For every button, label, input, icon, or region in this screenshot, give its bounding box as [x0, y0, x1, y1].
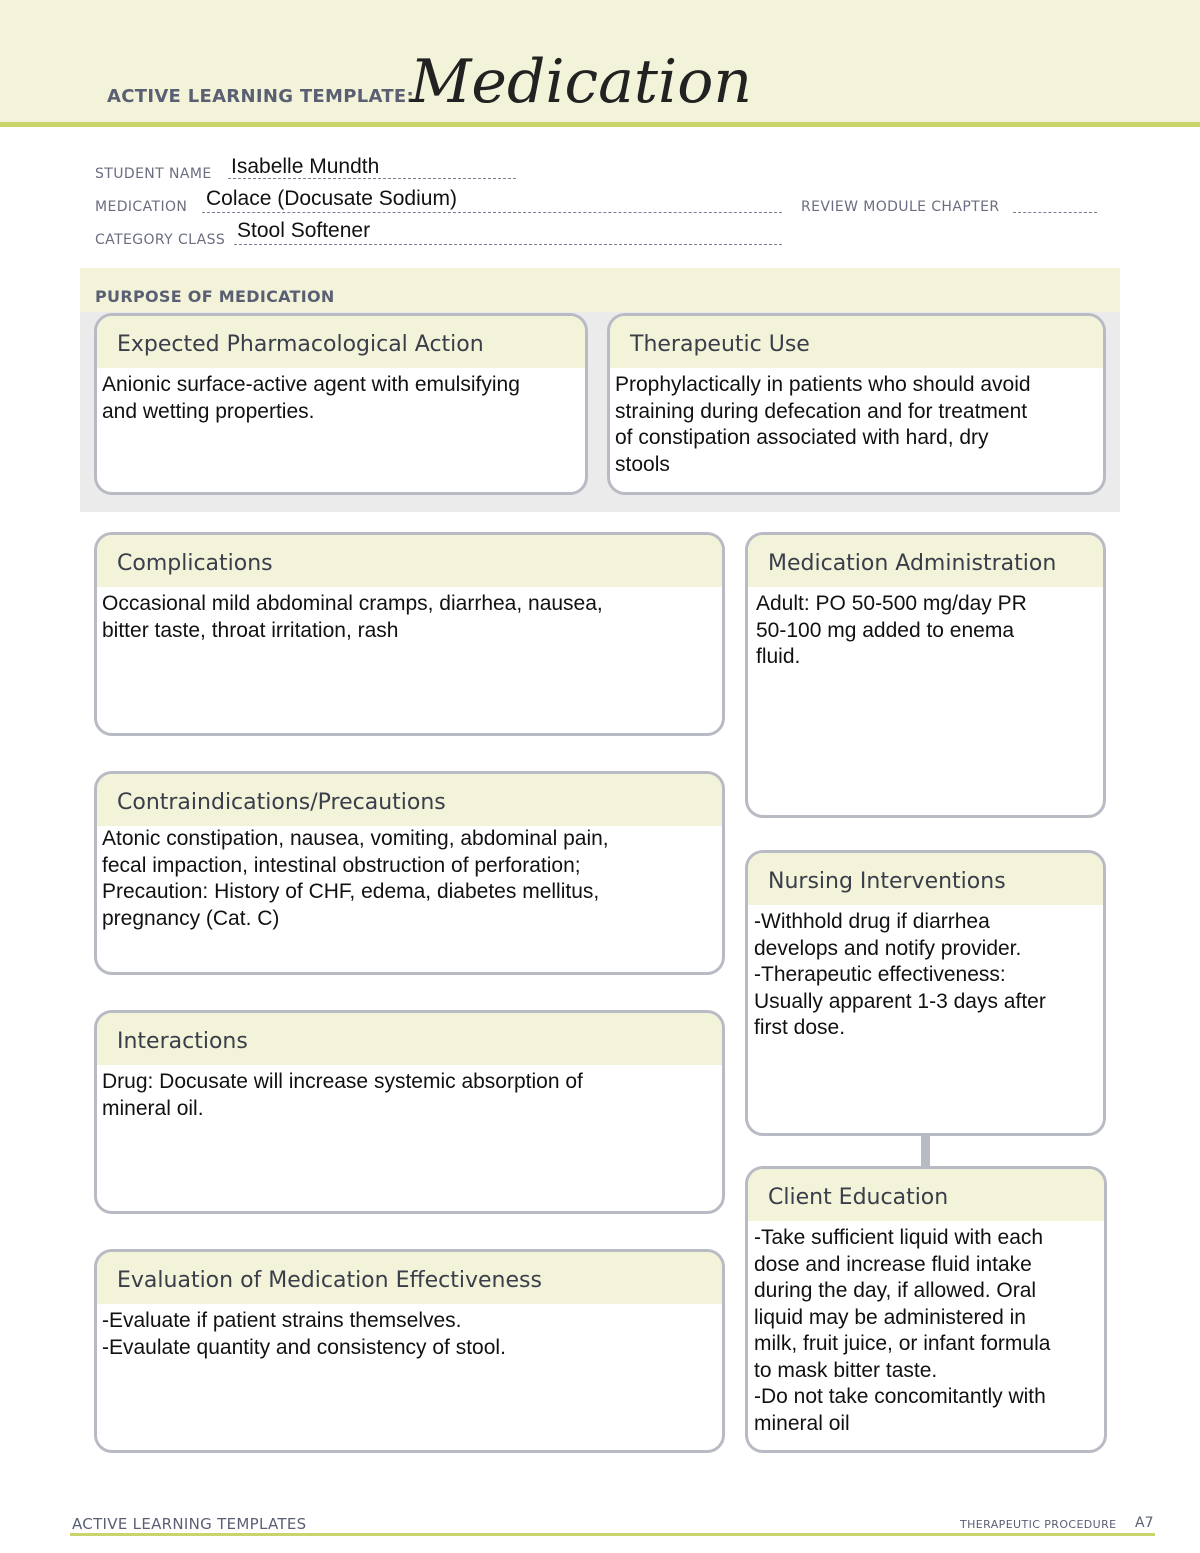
contraindications-heading: Contraindications/Precautions: [97, 774, 722, 826]
client-education-box: [745, 1166, 1107, 1453]
medication-field[interactable]: Colace (Docusate Sodium): [206, 187, 457, 210]
category-class-label: CATEGORY CLASS: [95, 232, 226, 248]
evaluation-heading: Evaluation of Medication Effectiveness: [97, 1252, 722, 1304]
expected-action-heading: Expected Pharmacological Action: [97, 316, 585, 368]
connector-bar: [921, 1134, 930, 1166]
expected-action-box: [94, 313, 588, 495]
page-title: Medication: [410, 47, 752, 117]
medication-line: [202, 212, 782, 213]
complications-heading: Complications: [97, 535, 722, 587]
medication-administration-box: [745, 532, 1106, 818]
evaluation-text[interactable]: -Evaluate if patient strains themselves. -Evaulate quantity and consistency of stool.: [102, 1309, 506, 1359]
footer-right-label: THERAPEUTIC PROCEDURE: [960, 1518, 1117, 1531]
student-name-label: STUDENT NAME: [95, 166, 212, 182]
contraindications-text[interactable]: Atonic constipation, nausea, vomiting, abdominal pain, fecal impaction, intestinal obstruction of perforation; Precaution: History of CHF, edema, diabetes mellitus, pregnancy (Cat. C): [102, 827, 609, 930]
evaluation-box: [94, 1249, 725, 1453]
expected-action-text[interactable]: Anionic surface-active agent with emulsifying and wetting properties.: [102, 373, 520, 423]
page-header: [0, 0, 1200, 127]
contraindications-box: [94, 771, 725, 975]
therapeutic-use-heading: Therapeutic Use: [610, 316, 1103, 368]
nursing-interventions-text[interactable]: -Withhold drug if diarrhea develops and notify provider. -Therapeutic effectiveness: Usually apparent 1-3 days after first dose.: [754, 910, 1046, 1039]
review-module-label: REVIEW MODULE CHAPTER: [801, 199, 1000, 215]
student-name-field[interactable]: Isabelle Mundth: [231, 155, 380, 178]
footer-page-number: A7: [1135, 1515, 1154, 1531]
medication-administration-heading: Medication Administration: [748, 535, 1103, 587]
interactions-box: [94, 1010, 725, 1214]
interactions-text[interactable]: Drug: Docusate will increase systemic absorption of mineral oil.: [102, 1070, 583, 1120]
review-module-line: [1013, 212, 1097, 213]
complications-text[interactable]: Occasional mild abdominal cramps, diarrhea, nausea, bitter taste, throat irritation, rash: [102, 592, 603, 642]
medication-administration-text[interactable]: Adult: PO 50-500 mg/day PR 50-100 mg added to enema fluid.: [756, 592, 1027, 668]
category-class-line: [234, 244, 782, 245]
footer-left-label: ACTIVE LEARNING TEMPLATES: [72, 1515, 307, 1533]
nursing-interventions-box: [745, 850, 1106, 1136]
therapeutic-use-box: [607, 313, 1106, 495]
client-education-text[interactable]: -Take sufficient liquid with each dose and increase fluid intake during the day, if allowed. Oral liquid may be administered in milk, fruit juice, or infant formula to mask bitter taste. -Do not take concomitantly with mineral oil: [754, 1226, 1051, 1435]
therapeutic-use-text[interactable]: Prophylactically in patients who should avoid straining during defecation and for treatment of constipation associated with hard, dry stools: [615, 373, 1031, 476]
category-class-field[interactable]: Stool Softener: [237, 219, 371, 242]
client-education-heading: Client Education: [748, 1169, 1104, 1221]
nursing-interventions-heading: Nursing Interventions: [748, 853, 1103, 905]
template-label: ACTIVE LEARNING TEMPLATE:: [107, 86, 414, 107]
interactions-heading: Interactions: [97, 1013, 722, 1065]
purpose-label: PURPOSE OF MEDICATION: [95, 287, 335, 306]
footer-divider: [70, 1533, 1155, 1536]
medication-label: MEDICATION: [95, 199, 188, 215]
complications-box: [94, 532, 725, 736]
